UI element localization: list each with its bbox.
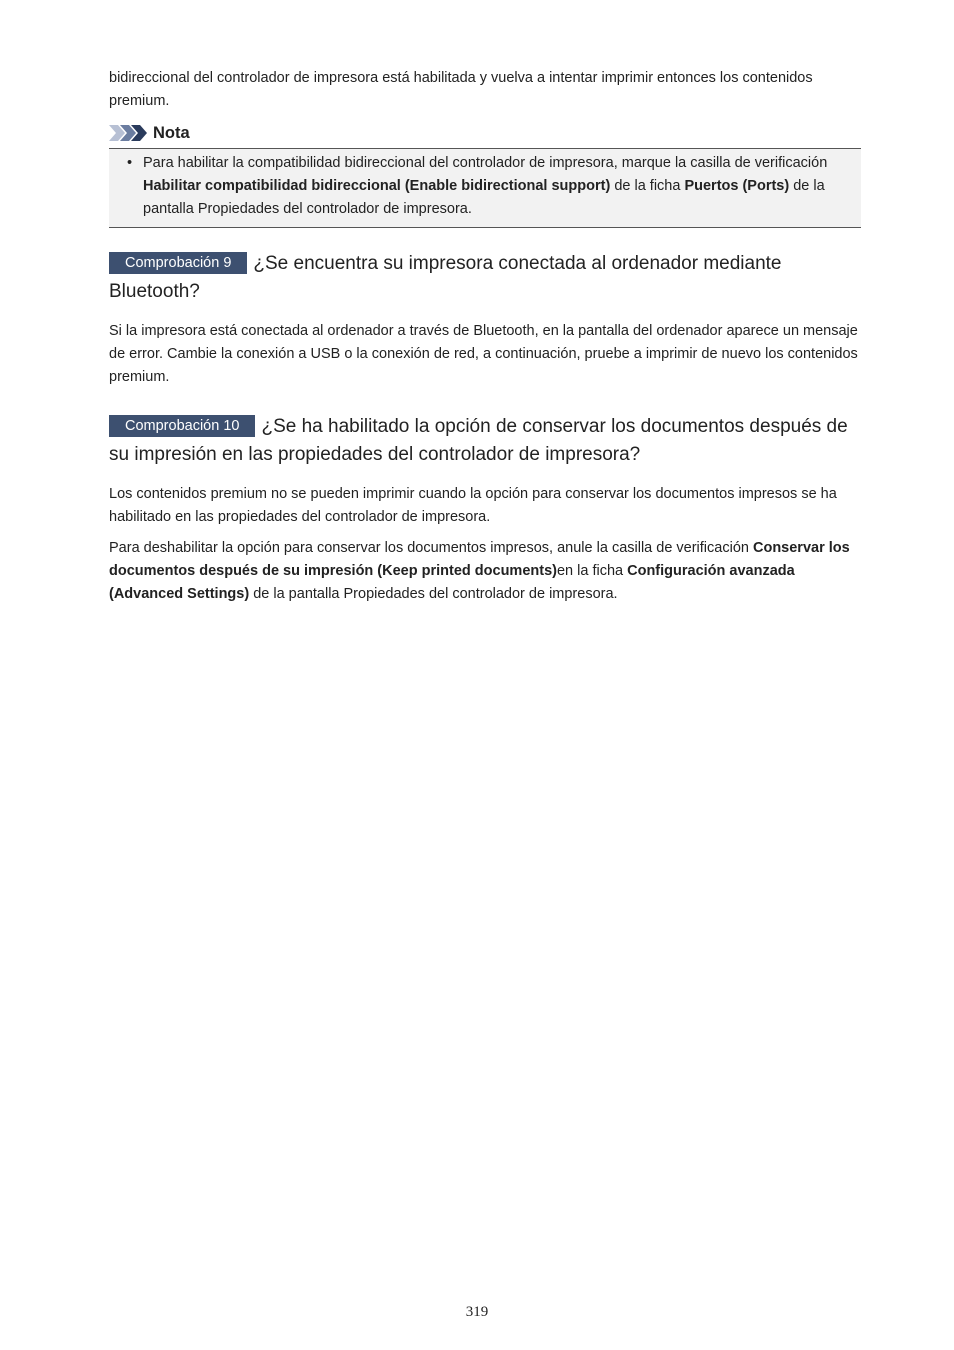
check9-body: Si la impresora está conectada al ordenador a través de Bluetooth, en la pantalla del ordenador aparece un mensaje de error. Cambie la conexión a USB o la conexión de red, a continuación, pruebe a imprimir de nuevo los contenidos premium. [109, 323, 858, 385]
note-item-text: Para habilitar la compatibilidad bidireccional del controlador de impresora, marque la casilla de verificación Habilitar compatibilidad bidireccional (Enable bidirectional support) de la ficha Puertos (Ports) de la pantalla Propiedades del controlador de impresora. [143, 155, 828, 217]
note-title: Nota [153, 123, 190, 142]
tab-name: Configuración avanzada (Advanced Settings) [109, 563, 795, 602]
check10-badge: Comprobación 10 [109, 415, 255, 437]
page-content [109, 67, 861, 606]
note-header [109, 121, 861, 145]
note-box [109, 148, 861, 228]
tab-name: Puertos (Ports) [684, 178, 790, 194]
check9-question: ¿Se encuentra su impresora conectada al ordenador mediante Bluetooth? [109, 253, 782, 302]
setting-name: Conservar los documentos después de su impresión (Keep printed documents) [109, 540, 850, 579]
note-list-item [127, 152, 855, 221]
intro-paragraph: bidireccional del controlador de impresora está habilitada y vuelva a intentar imprimir entonces los contenidos premium. [109, 70, 813, 109]
check10-heading [109, 413, 861, 469]
note-chevrons-icon [109, 124, 149, 142]
setting-name: Habilitar compatibilidad bidireccional (Enable bidirectional support) [143, 178, 611, 194]
check10-body-1: Los contenidos premium no se pueden imprimir cuando la opción para conservar los documentos impresos se ha habilitado en las propiedades del controlador de impresora. [109, 486, 837, 525]
check9-badge: Comprobación 9 [109, 252, 247, 274]
check10-body-2: Para deshabilitar la opción para conservar los documentos impresos, anule la casilla de verificación Conservar los documentos después de su impresión (Keep printed documents)en la ficha Configuración avanzada (Advanced Settings) de la pantalla Propiedades del controlador de impresora. [109, 540, 850, 602]
bullet-icon: • [127, 155, 133, 171]
check10-question: ¿Se ha habilitado la opción de conservar los documentos después de su impresión en las propiedades del controlador de impresora? [109, 416, 848, 465]
check9-heading [109, 250, 861, 306]
page-number: 319 [465, 1304, 489, 1320]
